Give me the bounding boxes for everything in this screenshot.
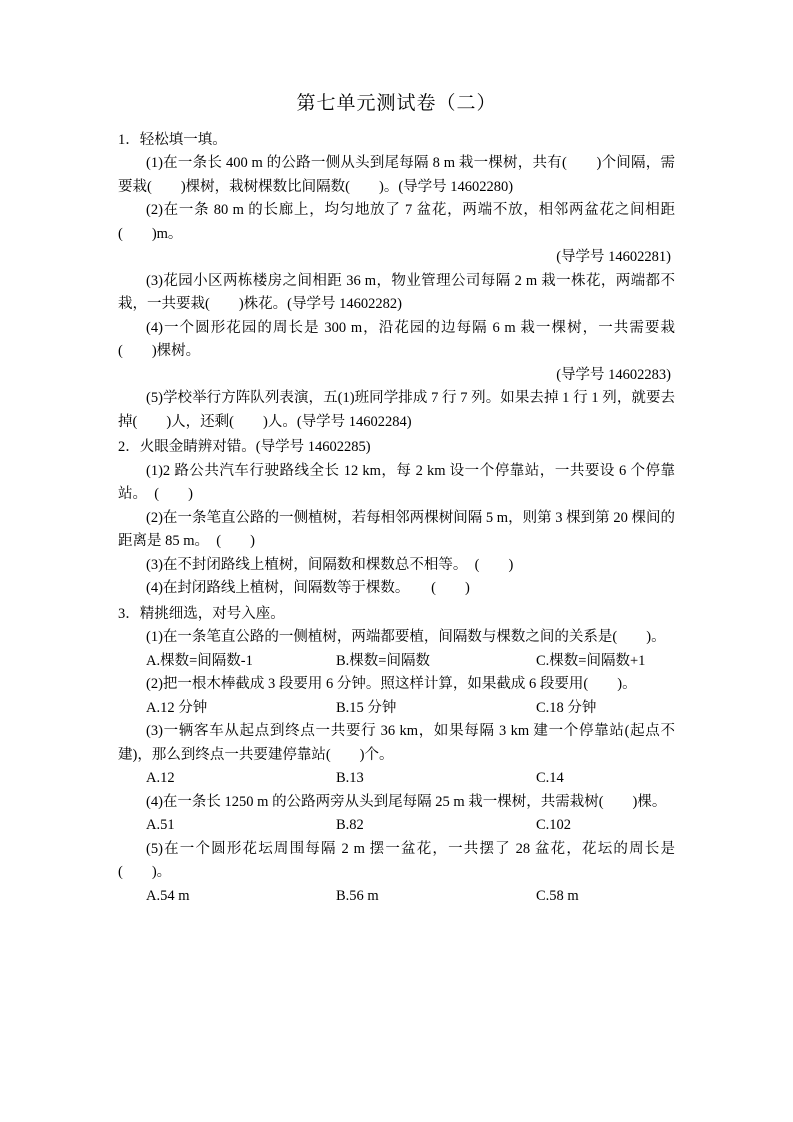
section-3-number: 3．: [118, 605, 140, 622]
question-3-5-option-a[interactable]: A.54 m: [146, 887, 190, 904]
question-3-1-option-a[interactable]: A.棵数=间隔数-1: [146, 652, 253, 669]
question-1-4-note: (导学号 14602283): [556, 366, 671, 383]
question-3-3-option-b[interactable]: B.13: [336, 770, 364, 787]
question-3-2-label: (2): [146, 676, 163, 693]
question-1-1: [118, 152, 675, 199]
question-3-2-option-c[interactable]: C.18 分钟: [536, 699, 597, 716]
question-1-5: [118, 387, 675, 434]
question-1-4-text: 一个圆形花园的周长是 300 m，沿花园的边每隔 6 m 栽一棵树，一共需要栽( )棵树。: [118, 319, 675, 360]
question-2-1-label: (1): [146, 462, 163, 479]
section-2-title: 火眼金睛辨对错。(导学号 14602285): [139, 439, 371, 456]
question-2-1-text: 2 路公共汽车行驶路线全长 12 km，每 2 km 设一个停靠站，一共要设 6 个停靠站。 ( ): [118, 462, 675, 503]
question-3-4-text: 在一条长 1250 m 的公路两旁从头到尾每隔 25 m 栽一棵树，共需栽树( )棵。: [162, 793, 667, 810]
question-1-3-text: 花园小区两栋楼房之间相距 36 m，物业管理公司每隔 2 m 栽一株花，两端都不栽，一共要栽( )株花。(导学号 14602282): [118, 272, 675, 313]
section-3-title: 精挑细选，对号入座。: [139, 605, 285, 622]
question-3-1: [118, 626, 675, 649]
question-1-4-label: (4): [146, 319, 163, 336]
question-3-5-text: 在一个圆形花坛周围每隔 2 m 摆一盆花，一共摆了 28 盆花，花坛的周长是( )。: [118, 840, 675, 881]
question-3-1-text: 在一条笔直公路的一侧植树，两端都要植，间隔数与棵数之间的关系是( )。: [162, 629, 666, 646]
section-1-heading: [118, 129, 675, 152]
question-3-2-option-a[interactable]: A.12 分钟: [146, 699, 208, 716]
section-3: [118, 603, 675, 908]
section-1-number: 1．: [118, 132, 140, 148]
question-3-5-option-c[interactable]: C.58 m: [536, 887, 579, 904]
question-3-2-option-b[interactable]: B.15 分钟: [336, 699, 397, 716]
section-2-heading: [118, 436, 675, 459]
question-3-3-option-c[interactable]: C.14: [536, 770, 564, 787]
question-1-5-text: 学校举行方阵队列表演，五(1)班同学排成 7 行 7 列。如果去掉 1 行 1 列，就要去掉( )人，还剩( )人。(导学号 14602284): [118, 390, 675, 430]
section-1-title: 轻松填一填。: [139, 132, 227, 148]
question-2-3-text: 在不封闭路线上植树，间隔数和棵数总不相等。 ( ): [162, 556, 514, 573]
question-3-3-text: 一辆客车从起点到终点一共要行 36 km，如果每隔 3 km 建一个停靠站(起点不建)，那么到终点一共要建停靠站( )个。: [118, 723, 675, 763]
question-1-4: [118, 317, 675, 364]
question-2-2-label: (2): [146, 509, 163, 526]
question-3-2: [118, 673, 675, 696]
question-1-2-text: 在一条 80 m 的长廊上，均匀地放了 7 盆花，两端不放，相邻两盆花之间相距( )m。: [118, 202, 675, 242]
question-3-5-option-b[interactable]: B.56 m: [336, 887, 379, 904]
question-2-2: [118, 507, 675, 554]
question-3-1-label: (1): [146, 629, 163, 646]
question-3-5: [118, 838, 675, 885]
question-2-4-text: 在封闭路线上植树，间隔数等于棵数。 ( ): [162, 580, 470, 597]
question-3-3-option-a[interactable]: A.12: [146, 770, 175, 787]
question-2-3: [118, 554, 675, 577]
question-1-2-note: (导学号 14602281): [556, 249, 671, 266]
question-3-4-label: (4): [146, 793, 163, 810]
section-3-heading: [118, 603, 675, 626]
question-2-2-text: 在一条笔直公路的一侧植树，若每相邻两棵树间隔 5 m，则第 3 棵到第 20 棵间的距离是 85 m。 ( ): [118, 509, 675, 550]
question-3-2-options: [118, 697, 675, 720]
question-3-5-options: [118, 885, 675, 908]
question-1-3-label: (3): [146, 272, 163, 289]
question-3-4-option-c[interactable]: C.102: [536, 817, 572, 834]
question-3-4-option-b[interactable]: B.82: [336, 817, 364, 834]
question-1-1-text: 在一条长 400 m 的公路一侧从头到尾每隔 8 m 栽一棵树，共有( )个间隔，需要栽( )棵树，栽树棵数比间隔数( )。(导学号 14602280): [118, 155, 675, 195]
question-1-3: [118, 270, 675, 317]
question-3-3-options: [118, 767, 675, 790]
question-2-3-label: (3): [146, 556, 163, 573]
question-1-5-label: (5): [146, 390, 163, 407]
question-3-1-option-c[interactable]: C.棵数=间隔数+1: [536, 652, 646, 669]
question-3-4-option-a[interactable]: A.51: [146, 817, 175, 834]
question-2-1: [118, 460, 675, 507]
question-2-4: [118, 577, 675, 600]
question-1-1-label: (1): [146, 155, 163, 172]
section-1: [118, 129, 675, 434]
question-3-3: [118, 720, 675, 767]
question-3-4-options: [118, 814, 675, 837]
question-3-1-option-b[interactable]: B.棵数=间隔数: [336, 652, 430, 669]
question-3-2-text: 把一根木棒截成 3 段要用 6 分钟。照这样计算，如果截成 6 段要用( )。: [162, 676, 637, 693]
page-title: 第七单元测试卷（二）: [296, 93, 497, 114]
question-2-4-label: (4): [146, 580, 163, 597]
question-3-5-label: (5): [146, 840, 163, 857]
question-1-2-label: (2): [146, 202, 163, 219]
question-1-2: [118, 199, 675, 246]
question-3-1-options: [118, 650, 675, 673]
question-3-3-label: (3): [146, 723, 163, 740]
question-3-4: [118, 791, 675, 814]
section-2-number: 2．: [118, 439, 140, 456]
section-2: [118, 436, 675, 600]
